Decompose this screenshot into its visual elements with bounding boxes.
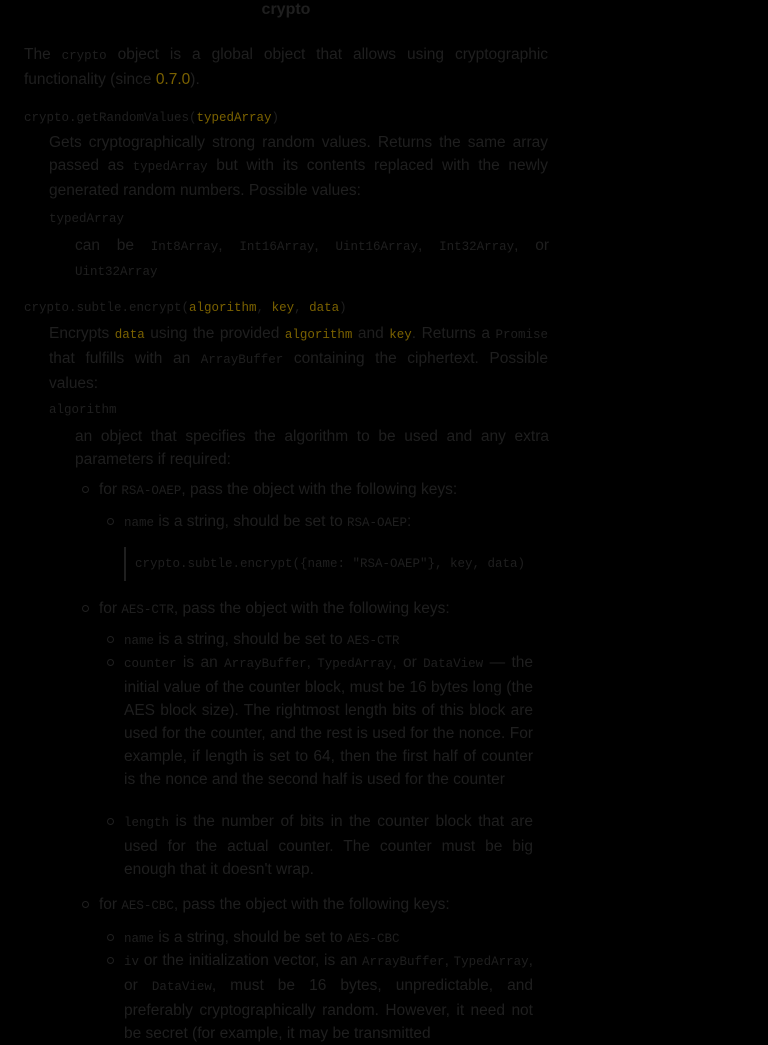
key-name: iv [124, 955, 140, 969]
description-text: that fulfills with an [49, 350, 201, 367]
item-text: , must be 16 bytes, unpredictable, and preferably cryptographically random. However, it need not be secret (for example, it may be transmitted [124, 977, 534, 1042]
item-text: is the number of bits in the counter block that are used for the actual counter. The counter must be big enough that it doesn't wrap. [124, 813, 533, 878]
item-text: is a string, should be set to [154, 929, 348, 946]
type-code: Int32Array [439, 240, 515, 254]
bullet-icon [107, 957, 114, 964]
get-random-values-signature [24, 108, 279, 126]
bullet-icon [82, 605, 89, 612]
item-text: , [444, 952, 454, 969]
param-name-typed-array [49, 209, 124, 227]
separator: , or [514, 237, 549, 254]
description-text: containing the ciphertext. Possible values: [49, 350, 548, 392]
data-view-code: DataView [423, 657, 484, 671]
signature-param: key [271, 301, 295, 315]
item-text: , pass the object with the following keys: [181, 481, 458, 498]
ctr-name-item [124, 628, 400, 653]
key-code: key [389, 328, 412, 342]
description-text: but with its contents replaced with the newly generated random numbers. Possible values: [49, 157, 549, 199]
description-text: and [352, 325, 390, 342]
signature-param: typedArray [196, 111, 272, 125]
signature-param: data [309, 301, 340, 315]
ctr-counter-item [124, 651, 533, 791]
value-code: AES-CBC [347, 932, 400, 946]
key-name: name [124, 634, 155, 648]
aes-cbc-item [99, 893, 450, 918]
intro-text: object is a global object that allows using cryptographic functionality (since [24, 46, 549, 88]
code-example-block [124, 547, 556, 581]
value-code: RSA-OAEP [347, 516, 408, 530]
separator: , [218, 237, 240, 254]
rsa-oaep-item [99, 478, 457, 503]
encrypt-description [49, 322, 548, 395]
description-text: can be [75, 237, 151, 254]
separator: , [314, 237, 336, 254]
key-name: name [124, 516, 155, 530]
algorithm-label: RSA-OAEP [121, 484, 182, 498]
bullet-icon [82, 486, 89, 493]
typed-array-code: TypedArray [317, 657, 393, 671]
algorithm-label: AES-CBC [121, 899, 174, 913]
bullet-icon [107, 818, 114, 825]
signature-text: ) [271, 111, 280, 125]
array-buffer-code: ArrayBuffer [362, 955, 445, 969]
array-buffer-code: ArrayBuffer [224, 657, 307, 671]
item-text: for [99, 481, 122, 498]
description-text: . Returns a [411, 325, 496, 342]
rsa-name-item [124, 510, 411, 535]
signature-param: algorithm [189, 301, 257, 315]
intro-text: ). [190, 71, 200, 88]
crypto-code: crypto [61, 49, 107, 63]
type-code: Uint16Array [335, 240, 419, 254]
signature-text: , [256, 301, 272, 315]
bullet-icon [82, 901, 89, 908]
signature-text: crypto.getRandomValues( [24, 111, 197, 125]
intro-paragraph [24, 43, 548, 91]
bullet-icon [107, 518, 114, 525]
description-text: Encrypts [49, 325, 115, 342]
code-example: crypto.subtle.encrypt({name: "RSA-OAEP"}, key, data) [135, 557, 526, 571]
version-link[interactable]: 0.7.0 [155, 71, 191, 88]
param-name: typedArray [49, 212, 125, 226]
data-view-code: DataView [151, 980, 212, 994]
item-text: is an [176, 654, 225, 671]
typed-array-code: typedArray [132, 160, 208, 174]
type-code: Int8Array [150, 240, 219, 254]
bullet-icon [107, 636, 114, 643]
aes-ctr-item [99, 597, 450, 622]
encrypt-signature [24, 298, 347, 316]
item-text: is a string, should be set to [154, 513, 348, 530]
separator: , [418, 237, 440, 254]
item-text: — the initial value of the counter block, must be 16 bytes long (the AES block size). The rightmost length bits of this block are used for the counter, and the rest is used for the nonce. For example, if length is set to 64, then the first half of counter is the nonce and the second half is used for the counter [124, 654, 533, 788]
algorithm-code: algorithm [284, 328, 353, 342]
item-text: : [407, 513, 412, 530]
signature-text: crypto.subtle.encrypt( [24, 301, 190, 315]
typed-array-code: TypedArray [453, 955, 529, 969]
item-text: , or [124, 952, 533, 994]
page-title: crypto [261, 1, 311, 18]
description-text: an object that specifies the algorithm to be used and any extra parameters if required: [75, 428, 549, 468]
description-text: Gets cryptographically strong random values. Returns the same array passed as [49, 134, 548, 174]
signature-text: ) [339, 301, 347, 315]
typed-array-description [75, 234, 549, 284]
description-text: using the provided [144, 325, 285, 342]
item-text: is a string, should be set to [154, 631, 348, 648]
algorithm-label: AES-CTR [121, 603, 174, 617]
type-code: Int16Array [239, 240, 315, 254]
value-code: AES-CTR [347, 634, 400, 648]
item-text: , or [392, 654, 424, 671]
item-text: for [99, 896, 122, 913]
key-name: name [124, 932, 155, 946]
get-random-values-description [49, 131, 548, 202]
signature-text: , [294, 301, 310, 315]
param-name-algorithm [49, 400, 117, 418]
item-text: or the initialization vector, is an [139, 952, 363, 969]
algorithm-description [75, 425, 549, 471]
bullet-icon [107, 934, 114, 941]
item-text: , pass the object with the following keys: [173, 896, 450, 913]
type-code: Uint32Array [75, 265, 158, 279]
intro-text: The [24, 46, 62, 63]
key-name: counter [124, 657, 177, 671]
item-text: , pass the object with the following keys: [173, 600, 450, 617]
promise-code: Promise [495, 328, 548, 342]
array-buffer-code: ArrayBuffer [200, 353, 284, 367]
item-text: for [99, 600, 122, 617]
cbc-iv-item [124, 949, 533, 1045]
data-code: data [114, 328, 145, 342]
ctr-length-item [124, 810, 533, 881]
param-name: algorithm [49, 403, 117, 417]
bullet-icon [107, 659, 114, 666]
cbc-name-item [124, 926, 400, 951]
item-text: , [306, 654, 318, 671]
key-name: length [124, 816, 170, 830]
